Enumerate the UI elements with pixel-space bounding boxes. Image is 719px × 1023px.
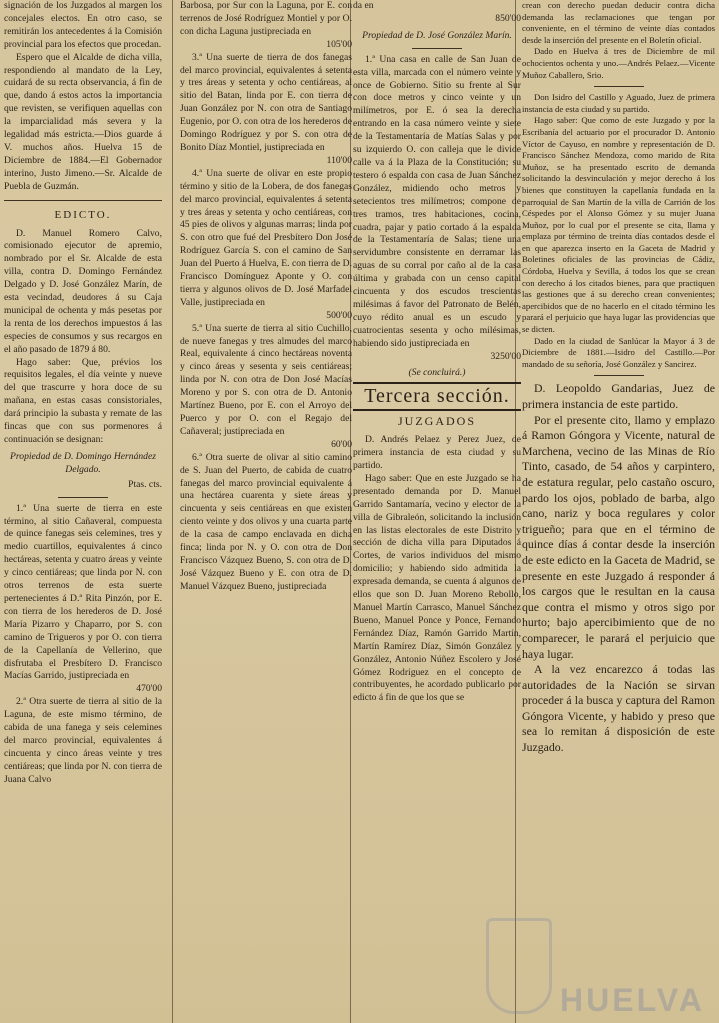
separator <box>4 200 162 201</box>
property-owner-heading: Propiedad de D. Domingo Hernández Delgado. <box>10 450 156 475</box>
paragraph: D. Leopoldo Gandarias, Juez de primera instancia de este partido. <box>522 381 715 411</box>
paragraph: Dado en Huelva á tres de Diciembre de mil ochocientos ochenta y uno.—Andrés Pelaez.—Vicente Muñoz Caballero, Srio. <box>522 46 715 80</box>
price-value: 3250'00 <box>490 350 521 362</box>
paragraph: crean con derecho puedan deducir contra dicha demanda las reclamaciones que tengan por conveniente, en el término de veinte días contados desde la inserción del presente en el Boletín oficial. <box>522 0 715 45</box>
property-item: 5.ª Una suerte de tierra al sitio Cuchillo, de nueve fanegas y tres almudes del marco Real, equivalente á cinco hectáreas noventa y cinco áreas y sesenta y seis centiáreas; linda por N. con otra de Don José Macías Moreno y por S. con otra de D. Antonio Martínez Bueno, por E. con el Arroyo del Puerco y por O. con el Regajo del Cañaveral; justipreciada en <box>180 322 352 437</box>
separator <box>412 48 462 49</box>
column-2 <box>180 0 352 1023</box>
price-value: 60'00 <box>331 438 352 450</box>
paragraph: D. Manuel Romero Calvo, comisionado ejecutor de apremio, nombrado por el Sr. Alcalde de esta villa, contra D. Domingo Fernández Delgado y D. José González Marín, de esta vecindad, deudores á su Caja municipal de ochenta y más pesetas por la renta de los derechos impuestos á las especies de consumos y sus recargos en el año pasado de 1879 á 80. <box>4 227 162 355</box>
price-value: 850'00 <box>495 12 521 24</box>
column-1 <box>4 0 162 1023</box>
paragraph: signación de los Juzgados al margen los concejales electos. En otro caso, se remitirán los antecedentes á la Comisión provincial para los efectos que procedan. <box>4 0 162 50</box>
property-item: 1.ª Una casa en calle de San Juan de esta villa, marcada con el número veinte y once de Gobierno. Sitio su frente al Sur con doce metros y cinco veinte y un milímetros, por E. ó sea la derecha entrando en la casa número veinte y siete de la Testamentaría de Matías Salas y por su izquierdo O. con calleja que le divide calle va á la Plaza de la Constitución; su testero ó espalda con casa de Juan Sánchez González, midiendo ocho metros y setecientos tres milímetros; compone de tres tramos, tres habitaciones, cocina, cuadra, pajar y patio cortado á la espalda de la Testamentaría de Salas; tiene una servidumbre consistente en derramar las aguas de su corral por caño al de la casa última y grabada con un censo capital cincuenta y dos escudos trescientas milésimas á favor del Patronato de Belén, cuyo rédito anual es un escudo y cuatrocientas sesenta y ocho milésimas, habiendo sido justipreciada en <box>353 53 521 349</box>
paragraph: Espero que el Alcalde de dicha villa, respondiendo al mandato de la Ley, cuidará de su recta observancia, á fin de que, dando á estos actos la importancia que revisten, se verifiquen aquellas con la imparcialidad más severa y la legalidad más estricta.—Dios guarde á V. muchos años. Huelva 15 de Diciembre de 1884.—El Gobernador interino, Justo Jimeno.—Sr. Alcalde de Puebla de Guzmán. <box>4 51 162 192</box>
paragraph: A la vez encarezco á todas las autoridades de la Nación se sirvan proceder á la busca y captura del Ramon Góngora Vicente, y habido y preso que sea lo remitan á disposición de este Juzgado. <box>522 662 715 755</box>
juzgados-heading: JUZGADOS <box>397 414 476 429</box>
edicto-heading: EDICTO. <box>54 208 112 221</box>
property-item: 3.ª Una suerte de tierra de dos fanegas del marco provincial, equivalentes á setenta y tres áreas y setenta y ocho centiáreas, al sitio del Batan, linda por E. con tierra de Juan González por N. con otra de Santiago Eugenio, por O. con otra de los herederos de Domingo Rodríguez y por S. con otra de Bonito Díaz Montiel, justipreciada en <box>180 51 352 153</box>
separator <box>58 497 108 498</box>
column-3 <box>353 0 521 1023</box>
property-item: 1.ª Una suerte de tierra en este término, al sitio Cañaveral, compuesta de quince fanegas seis celemines, tres y medio cuartillos, equivalentes á cinco hectáreas, setenta y cuatro áreas y veinte y cinco centiáreas; que linda por N. con otros terrenos de esta suerte pertenecientes á D.ª Rita Pinzón, por E. con tierra de los herederos de D. José María Pizarro y Chaparro, por S. con camino de Trigueros y por O. con tierra de la Capellanía de Vellerino, que disfrutaba el Presbítero D. Francisco Macías Garrido, justipreciada en <box>4 502 162 682</box>
paragraph: da en <box>353 0 374 11</box>
price-value: 470'00 <box>136 683 162 695</box>
notice-gandarias <box>522 381 715 755</box>
paragraph: Barbosa, por Sur con la Laguna, por E. con terrenos de José Rodríguez Montiel y por O. con dicha Laguna justipreciada en <box>180 0 352 37</box>
property-item: 2.ª Otra suerte de tierra al sitio de la Laguna, de este mismo término, de cabida de una fanega y seis celemines del marco provincial, equivalentes á cincuenta y cinco áreas veinte y tres centiáreas; que linda por N. con tierra de Juana Calvo <box>4 696 162 785</box>
separator <box>594 86 644 87</box>
column-rule <box>172 0 173 1023</box>
section-title: Tercera sección. <box>353 382 521 411</box>
property-owner-heading: Propiedad de D. José González Marín. <box>362 29 512 41</box>
price-value: 105'00 <box>326 38 352 50</box>
paragraph: D. Andrés Pelaez y Perez Juez, de primera instancia de esta ciudad y su partido. <box>353 434 521 471</box>
continuation-note: (Se concluirá.) <box>408 367 466 379</box>
price-value: 500'00 <box>326 309 352 321</box>
property-item: 4.ª Una suerte de olivar en este propio término y sitio de la Lobera, de dos fanegas del marco provincial, equivalentes á setenta y tres áreas y setenta y ocho centiáreas, con 45 pies de olivos y algunas marras; linda por S. con otro que fué del Presbítero Don José Rodríguez García S. con el camino de San Juan del Puerto á Huelva, E. con tierra de D. Francisco Domínguez Aponte y O. con tierra y algunos olivos de D. José Marfadel Valle, justipreciada en <box>180 167 352 308</box>
paragraph: Hago saber: Que, prévios los requisitos legales, el día veinte y nueve del que trascurre y hora doce de su mañana, en estas casas consistoriales, dará principio la subasta y remate de las fincas que con sus pormenores á continuación se designan: <box>4 356 162 445</box>
paragraph: Dado en la ciudad de Sanlúcar la Mayor á 3 de Diciembre de 1881.—Isidro del Castillo.—Por mandado de su señoría, José González y Sancirez. <box>522 335 715 369</box>
paragraph: Don Isidro del Castillo y Aguado, Juez de primera instancia de esta ciudad y su partido. <box>522 92 715 114</box>
column-4 <box>522 0 715 1023</box>
price-value: 110'00 <box>326 154 352 166</box>
property-item: 6.ª Otra suerte de olivar al sitio camino de S. Juan del Puerto, de cabida de cuatro fanegas del marco provincial equivalente á una hectárea cuarenta y siete áreas y cincuenta y seis centiáreas en que existen ciento veinte y dos olivos y una cuarta parte de la casa de campo enclavada en dicha finca; linda por N. y O. con otra de Don Francisco Vázquez Bueno, S. con otra de D. José Vázquez Bueno y E. con otra de D. Manuel Vázquez Bueno, justipreciada <box>180 451 352 592</box>
price-column-label: Ptas. cts. <box>128 478 162 490</box>
separator <box>594 375 644 376</box>
paragraph: Por el presente cito, llamo y emplazo á Ramon Góngora y Vicente, natural de Marchena, vecino de las Minas de Río Tinto, casado, de 54 años y carpintero, de estatura regular, pelo castaño oscuro, pardo los ojos, poblado de barba, algo cano, nariz y boca regulares y color trigueño; para que en el término de quince días á contar desde la inserción de este edicto en la Gaceta de Madrid, se presente en este Juzgado á responder á los cargos que le resultan en la causa que contra el mismo y otros sigo por hurto; bajo apercibimiento que de no comparecer, le parará el perjuicio que haya lugar. <box>522 412 715 661</box>
paragraph: Hago saber: Que como de este Juzgado y por la Escribanía del actuario por el procurador D. Antonio Víctor de Cayuso, en nombre y representación de D. Francisco Sánchez Mendoza, como marido de Rita Muñoz, se ha presentado escrito de demanda solicitando la desvinculación y mejor derecho á los bienes que constituyen la capellanía fundada en la parroquial de San Martín de la villa de Carrión de los Céspedes por el Alonso Gómez y su mujer Juana Muñoz, por lo cual por el presente se cita, llama y emplaza por término de treinta días contados desde el en que aparezca inserto en la Gaceta de Madrid y Boletines oficiales de las provincias de Cádiz, Córdoba, Huelva y Sevilla, á todos los que se crean con derecho á los citados bienes, para que practiquen las gestiones que á su derecho crean convenientes; apercibidos que de no hacerlo en el citado término les parará el perjuicio que haya lugar las providencias que se dicten. <box>522 115 715 335</box>
paragraph: Hago saber: Que en este Juzgado se ha presentado demanda por D. Manuel Garrido Santamaría, vecino y elector de la villa de Gibraleón, solicitando la inclusión en las listas electorales de este Distrito y sección de dicha villa para Diputados á Cortes, de varios individuos del mismo domicilio; y habiendo sido admitida la expresada demanda, se cuenta á algunos de ellos que son D. Juan Moreno Rebollo, Manuel Martín Carrasco, Manuel Sánchez Bueno, Manuel Ponce y Ponce, Fernando Fernández Díaz, Ramón Garrido Martín, Martín Ramírez Díaz, Simón González y González, Antonio Núñez Escolero y José Gómez Rodríguez en el concepto de contribuyentes, he acordado publicarlo por edicto á fin de que los que se <box>353 472 521 704</box>
watermark-emblem-icon <box>486 918 552 1014</box>
watermark-text: HUELVA <box>560 982 705 1018</box>
